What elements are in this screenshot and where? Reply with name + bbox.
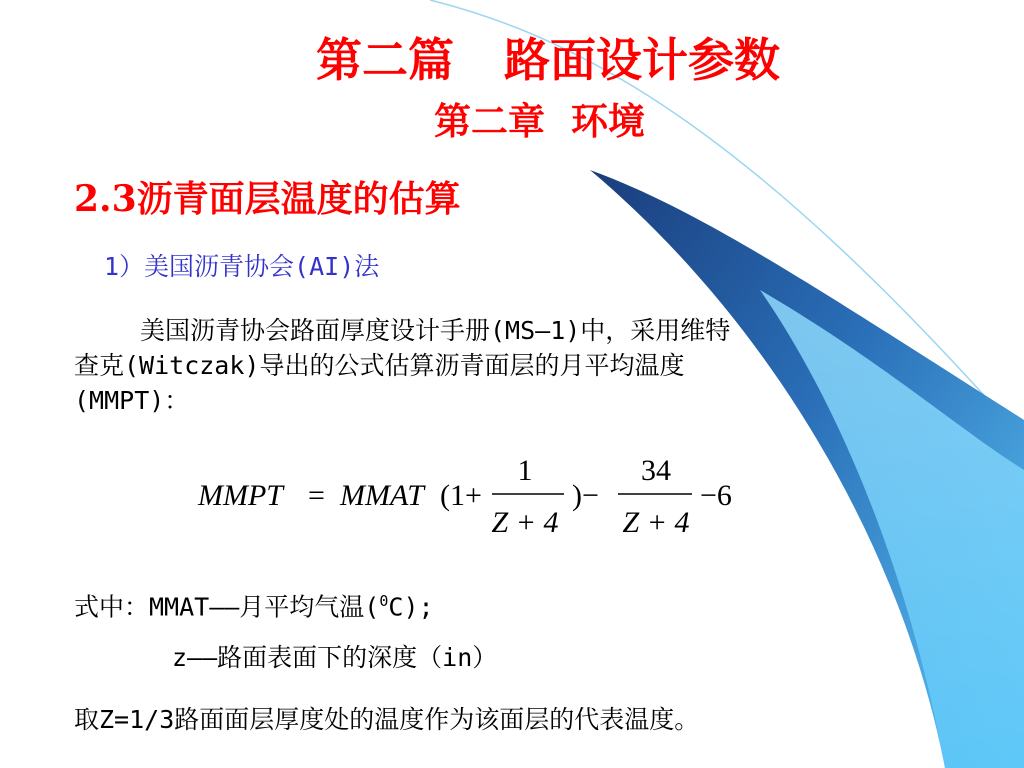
paragraph-line-2: 查克(Witczak)导出的公式估算沥青面层的月平均温度	[74, 351, 685, 380]
section-heading	[74, 178, 461, 220]
section-number: 2.3	[74, 178, 137, 220]
where-line-1	[74, 586, 434, 622]
section-title: 沥青面层温度的估算	[136, 178, 461, 220]
method-heading: 1）美国沥青协会(AI)法	[104, 252, 380, 281]
formula-close-minus: )−	[572, 479, 599, 512]
chapter-label: 第二章	[434, 99, 545, 143]
formula-lhs: MMPT	[198, 479, 283, 512]
where-line-1-suffix: C);	[388, 592, 434, 622]
part-name: 路面设计参数	[504, 33, 780, 87]
formula-tail: −6	[700, 479, 732, 512]
formula-open-paren: (1+	[440, 479, 482, 512]
fraction1-numerator: 1	[517, 454, 533, 487]
part-label: 第二篇	[316, 33, 454, 87]
mmpt-formula	[190, 447, 790, 547]
fraction2-denominator: Z + 4	[622, 506, 690, 539]
body-paragraph	[74, 313, 954, 418]
chapter-title	[434, 100, 645, 142]
paragraph-line-1: 美国沥青协会路面厚度设计手册(MS—1)中，采用维特	[140, 316, 731, 345]
fraction1-denominator: Z + 4	[491, 506, 559, 539]
formula-equals: =	[308, 479, 325, 512]
conclusion-line: 取Z=1/3路面面层厚度处的温度作为该面层的代表温度。	[74, 705, 700, 734]
fraction2-numerator: 34	[641, 454, 671, 487]
slide-title	[316, 34, 780, 86]
formula-mmat: MMAT	[340, 479, 424, 512]
where-line-1-prefix: 式中：MMAT——月平均气温(	[74, 592, 380, 622]
paragraph-line-3: (MMPT)：	[74, 386, 190, 415]
degree-superscript: 0	[379, 592, 389, 610]
where-line-2: z——路面表面下的深度（in）	[172, 643, 498, 672]
chapter-name: 环境	[571, 99, 645, 143]
